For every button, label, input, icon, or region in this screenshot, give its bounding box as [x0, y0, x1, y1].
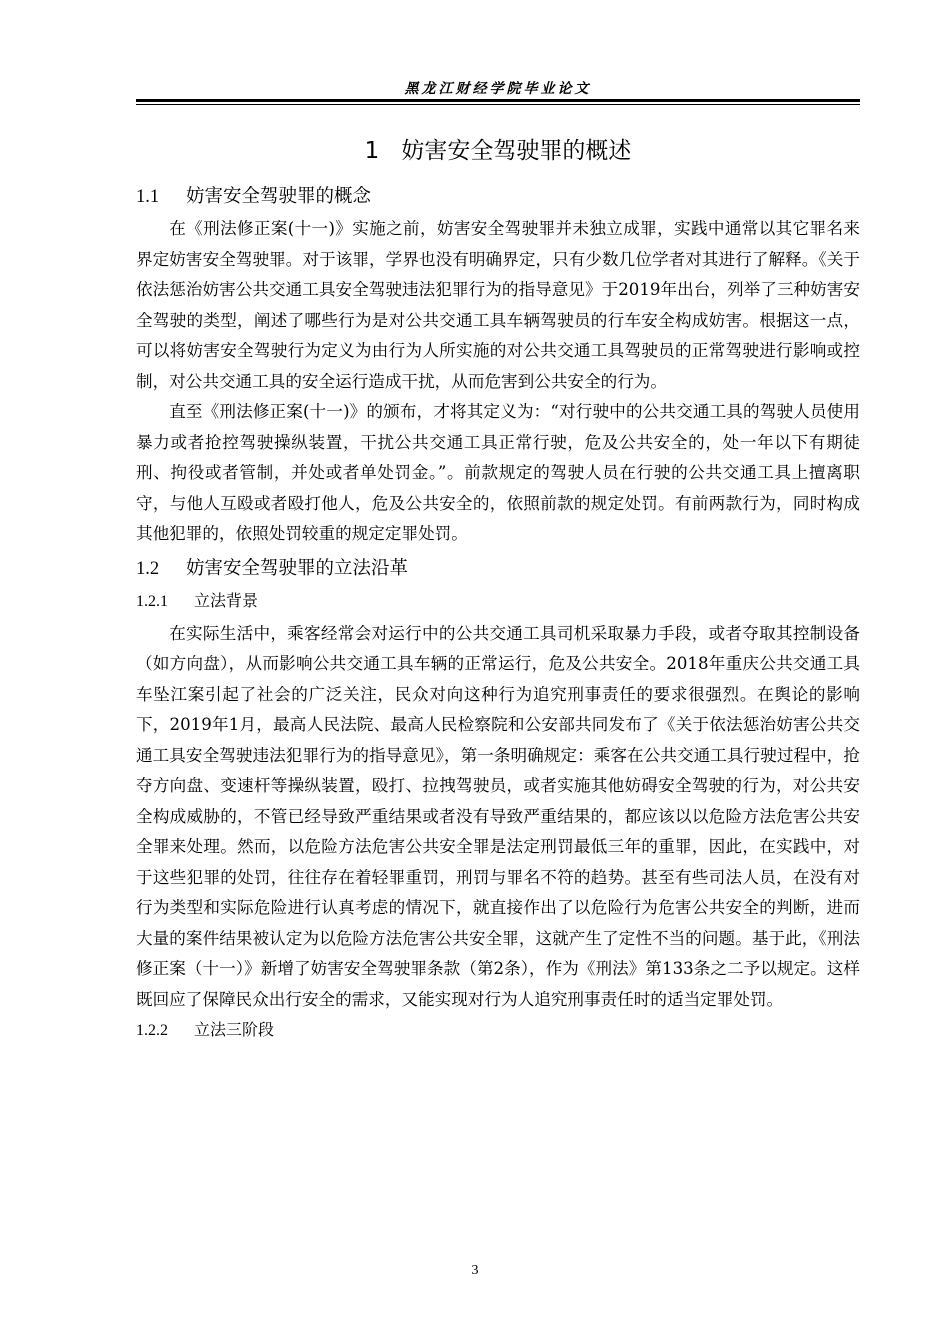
paragraph: 在实际生活中，乘客经常会对运行中的公共交通工具司机采取暴力手段，或者夺取其控制设备（如方向盘），从而影响公共交通工具车辆的正常运行，危及公共安全。2018年重庆公共交通工具车坠江案引起了社会的广泛关注，民众对向这种行为追究刑事责任的要求很强烈。在舆论的影响下，2019年1月，最高人民法院、最高人民检察院和公安部共同发布了《关于依法惩治妨害公共交通工具安全驾驶违法犯罪行为的指导意见》，第一条明确规定：乘客在公共交通工具行驶过程中，抢夺方向盘、变速杆等操纵装置，殴打、拉拽驾驶员，或者实施其他妨碍安全驾驶的行为，对公共安全构成威胁的，不管已经导致严重结果或者没有导致严重结果的，都应该以以危险方法危害公共安全罪来处理。然而，以危险方法危害公共安全罪是法定刑罚最低三年的重罪，因此，在实践中，对于这些犯罪的处罚，往往存在着轻罪重罚，刑罚与罪名不符的趋势。甚至有些司法人员，在没有对行为类型和实际危险进行认真考虑的情况下，就直接作出了以危险行为危害公共安全的判断，进而大量的案件结果被认定为以危险方法危害公共安全罪，这就产生了定性不当的问题。基于此，《刑法修正案（十一）》新增了妨害安全驾驶罪条款（第2条），作为《刑法》第133条之二予以规定。这样既回应了保障民众出行安全的需求，又能实现对行为人追究刑事责任时的适当定罪处罚。	[136, 623, 860, 1009]
header-rule-thick	[136, 99, 860, 102]
page-number: 3	[471, 1263, 479, 1278]
paragraph: 在《刑法修正案(十一)》实施之前，妨害安全驾驶罪并未独立成罪，实践中通常以其它罪名来界定妨害安全驾驶罪。对于该罪，学界也没有明确界定，只有少数几位学者对其进行了解释。《关于依法惩治妨害公共交通工具安全驾驶违法犯罪行为的指导意见》于2019年出台，列举了三种妨害安全驾驶的类型，阐述了哪些行为是对公共交通工具车辆驾驶员的行车安全构成妨害。根据这一点，可以将妨害安全驾驶行为定义为由行为人所实施的对公共交通工具驾驶员的正常驾驶进行影响或控制，对公共交通工具的安全运行造成干扰，从而危害到公共安全的行为。	[136, 219, 860, 391]
section-title: 妨害安全驾驶罪的概念	[186, 186, 372, 207]
subsection-title: 立法背景	[194, 590, 259, 610]
section-heading-1-1	[136, 182, 860, 212]
chapter-number: 1	[364, 138, 380, 164]
subsection-heading-1-2-2	[136, 1015, 860, 1046]
page-body	[136, 128, 860, 1048]
subsection-title: 立法三阶段	[194, 1020, 275, 1039]
subsection-number: 1.2.1	[136, 592, 168, 610]
section-number: 1.2	[136, 558, 160, 579]
chapter-title: 妨害安全驾驶罪的概述	[401, 138, 632, 164]
section-heading-1-2	[136, 554, 860, 584]
subsection-heading-1-2-1	[136, 586, 860, 617]
paragraph: 直至《刑法修正案(十一)》的颁布，才将其定义为：“对行驶中的公共交通工具的驾驶人员使用暴力或者抢控驾驶操纵装置，干扰公共交通工具正常行驶，危及公共安全的，处一年以下有期徒刑、拘役或者管制，并处或者单处罚金。”。前款规定的驾驶人员在行驶的公共交通工具上擅离职守，与他人互殴或者殴打他人，危及公共安全的，依照前款的规定处罚。有前两款行为，同时构成其他犯罪的，依照处罚较重的规定定罪处罚。	[136, 402, 860, 543]
subsection-number: 1.2.2	[136, 1022, 168, 1039]
header-rule-thin	[136, 104, 860, 105]
section-number: 1.1	[136, 187, 160, 207]
chapter-heading	[136, 128, 860, 174]
section-title: 妨害安全驾驶罪的立法沿革	[186, 557, 409, 579]
running-header: 黑龙江财经学院毕业论文	[404, 81, 592, 97]
